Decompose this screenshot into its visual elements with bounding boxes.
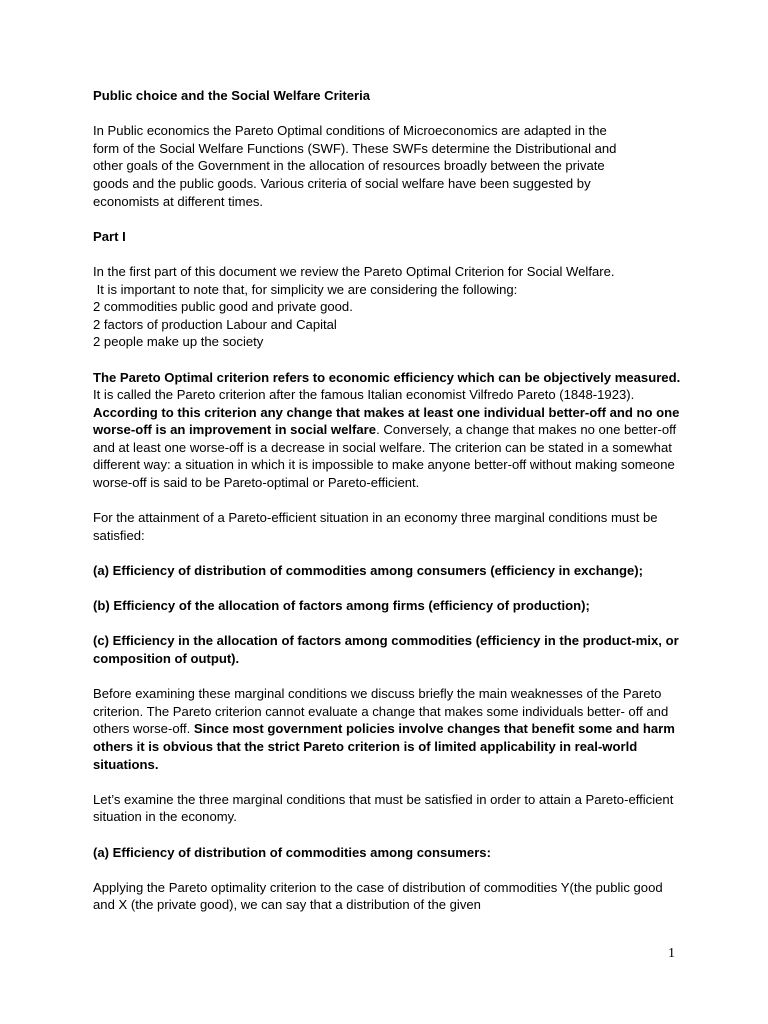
part1-paragraph (93, 263, 683, 351)
weakness-paragraph (93, 685, 683, 773)
condition-c: (c) Efficiency in the allocation of factors among commodities (efficiency in the product-mix, or composition of output). (93, 633, 679, 666)
part-heading: Part I (93, 228, 126, 244)
document-title: Public choice and the Social Welfare Criteria (93, 88, 370, 103)
section-a-heading: (a) Efficiency of distribution of commodities among consumers: (93, 844, 491, 860)
pareto-converse-text: . Conversely, a change that makes no one better-off and at least one worse-off is a decrease in social welfare. The criterion can be stated in a somewhat different way: a situation in which it is impossible to make anyone better-off without making someone worse-off is said to be Pareto-optimal or Pareto-efficient. (93, 422, 677, 491)
pareto-history-text: It is called the Pareto criterion after the famous Italian economist Vilfredo Pareto (1848-1923). (93, 387, 635, 403)
document-page (93, 87, 683, 932)
attainment-paragraph: For the attainment of a Pareto-efficient situation in an economy three marginal conditions must be satisfied: (93, 510, 658, 543)
pareto-criterion-bold: According to this criterion any change that makes at least one individual better-off and no one worse-off is an improvement in social welfare (93, 404, 680, 438)
intro-line: goods and the public goods. Various criteria of social welfare have been suggested by (93, 175, 591, 191)
pareto-paragraph (93, 369, 683, 492)
intro-line: other goals of the Government in the allocation of resources broadly between the private (93, 158, 605, 174)
condition-b: (b) Efficiency of the allocation of factors among firms (efficiency of production); (93, 598, 590, 614)
closing-paragraph: Applying the Pareto optimality criterion to the case of distribution of commodities Y(the public good and X (the private good), we can say that a distribution of the given (93, 879, 663, 913)
part1-line: It is important to note that, for simplicity we are considering the following: (93, 281, 518, 297)
weakness-bold: Since most government policies involve changes that benefit some and harm others it is obvious that the strict Pareto criterion is of limited applicability in real-world situations. (93, 721, 675, 772)
pareto-definition-bold: The Pareto Optimal criterion refers to economic efficiency which can be objectively measured. (93, 369, 681, 385)
examine-paragraph: Let’s examine the three marginal conditions that must be satisfied in order to attain a Pareto-efficient situation in the economy. (93, 791, 674, 825)
intro-paragraph (93, 122, 683, 210)
intro-line: In Public economics the Pareto Optimal conditions of Microeconomics are adapted in the (93, 123, 607, 139)
part1-line: 2 factors of production Labour and Capital (93, 316, 337, 332)
page-number: 1 (668, 946, 675, 961)
intro-line: economists at different times. (93, 193, 264, 209)
weakness-text: Before examining these marginal conditions we discuss briefly the main weaknesses of the Pareto criterion. The Pareto criterion cannot evaluate a change that makes some individuals better- off and others worse-off. (93, 686, 669, 737)
part1-line: 2 people make up the society (93, 334, 264, 350)
intro-line: form of the Social Welfare Functions (SWF). These SWFs determine the Distributional and (93, 140, 617, 156)
part1-line: 2 commodities public good and private good. (93, 299, 353, 315)
part1-line: In the first part of this document we review the Pareto Optimal Criterion for Social Welfare. (93, 263, 615, 279)
condition-a: (a) Efficiency of distribution of commodities among consumers (efficiency in exchange); (93, 563, 644, 579)
